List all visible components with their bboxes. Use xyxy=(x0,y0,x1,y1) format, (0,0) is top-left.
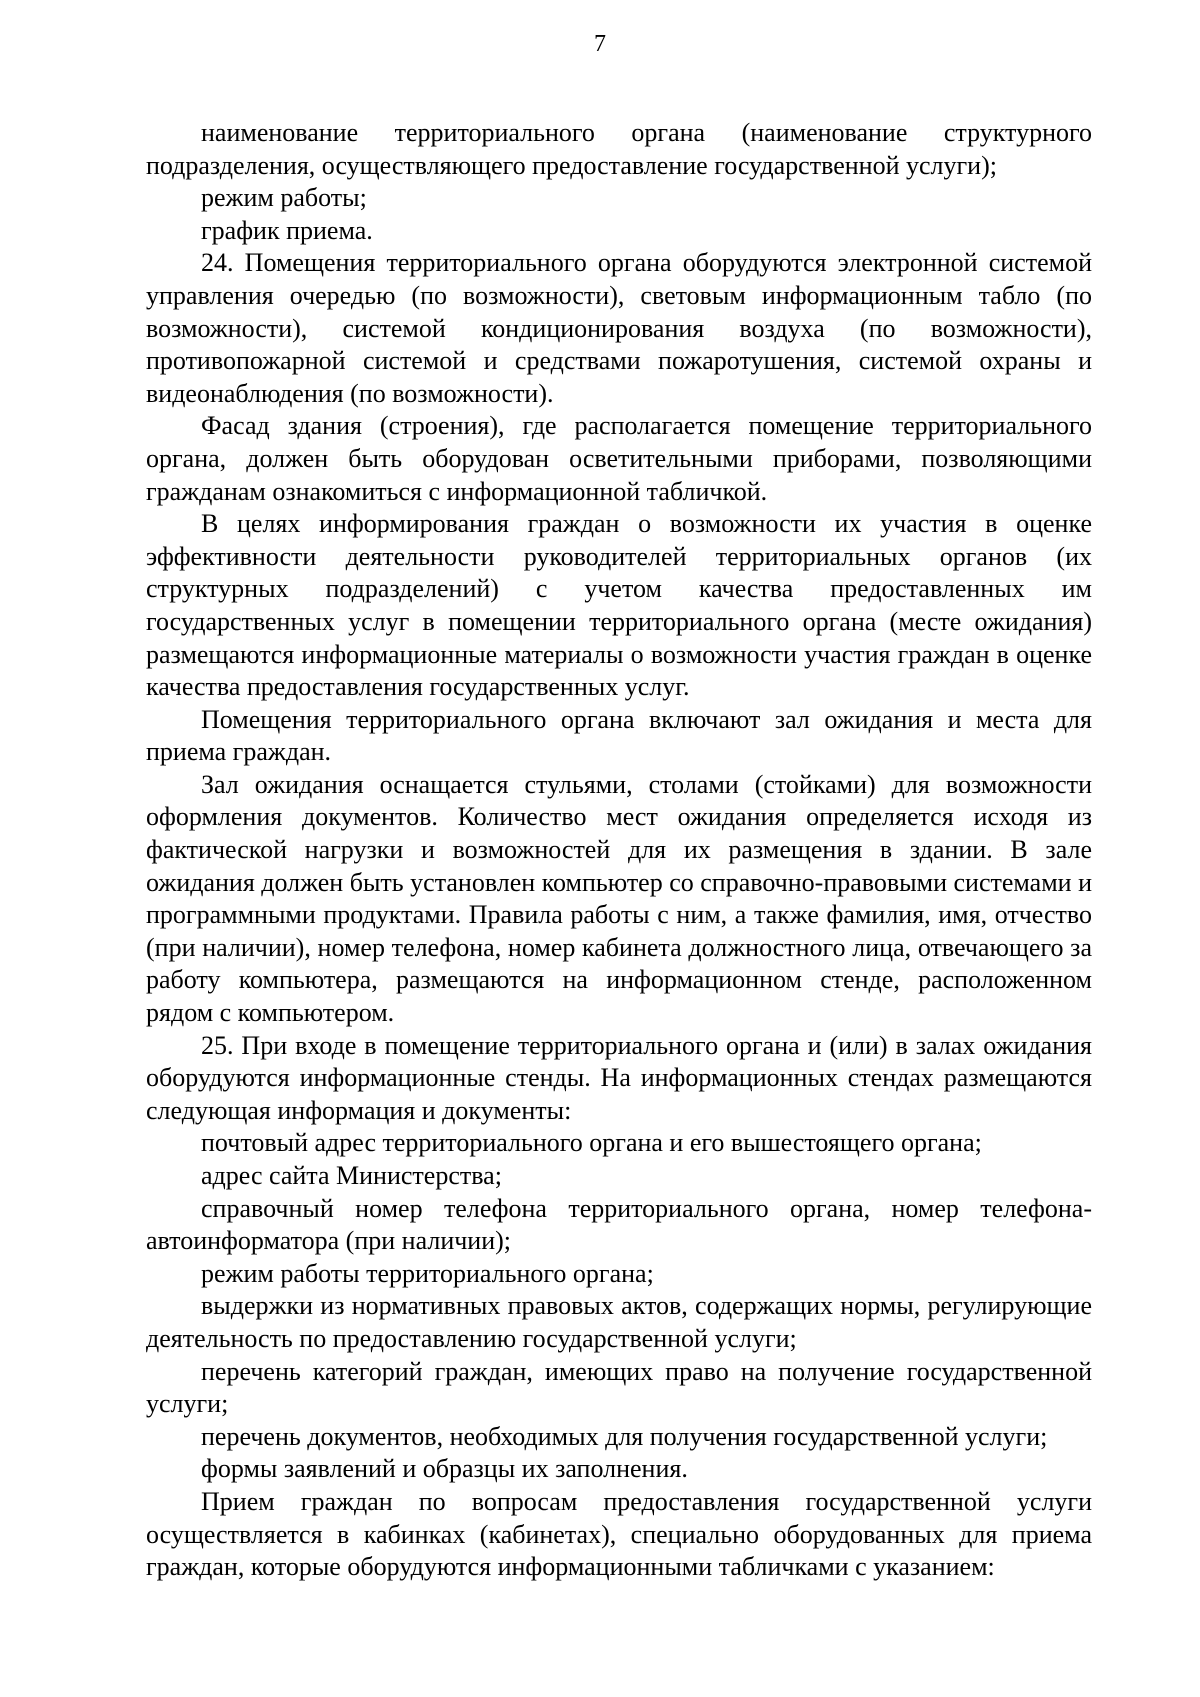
paragraph: Зал ожидания оснащается стульями, столами (стойками) для возможности оформления документов. Количество мест ожидания определяется исходя из фактической нагрузки и возможностей для их размещения в здании. В зале ожидания должен быть установлен компьютер со справочно-правовыми системами и программными продуктами. Правила работы с ним, а также фамилия, имя, отчество (при наличии), номер телефона, номер кабинета должностного лица, отвечающего за работу компьютера, размещаются на информационном стенде, расположенном рядом с компьютером. xyxy=(146,769,1092,1028)
paragraph: справочный номер телефона территориального органа, номер телефона-автоинформатора (при наличии); xyxy=(146,1193,1092,1256)
paragraph: адрес сайта Министерства; xyxy=(201,1161,502,1190)
paragraph: Фасад здания (строения), где располагается помещение территориального органа, должен быть оборудован осветительными приборами, позволяющими гражданам ознакомиться с информационной табличкой. xyxy=(146,411,1092,506)
paragraph: выдержки из нормативных правовых актов, содержащих нормы, регулирующие деятельность по предоставлению государственной услуги; xyxy=(146,1291,1092,1353)
page-number: 7 xyxy=(594,31,606,57)
paragraph: наименование территориального органа (наименование структурного подразделения, осуществляющего предоставление государственной услуги); xyxy=(146,118,1092,180)
paragraph: режим работы территориального органа; xyxy=(201,1258,654,1288)
paragraph: почтовый адрес территориального органа и его вышестоящего органа; xyxy=(201,1128,982,1158)
paragraph: перечень категорий граждан, имеющих право на получение государственной услуги; xyxy=(146,1356,1092,1419)
paragraph: Прием граждан по вопросам предоставления государственной услуги осуществляется в кабинках (кабинетах), специально оборудованных для приема граждан, которые оборудуются информационными табличками с указанием: xyxy=(146,1486,1092,1582)
document-body xyxy=(146,117,1092,1584)
paragraph: режим работы; xyxy=(201,183,367,213)
paragraph: 24. Помещения территориального органа оборудуются электронной системой управления очередью (по возможности), световым информационным табло (по возможности), системой кондиционирования воздуха (по возможности), противопожарной системой и средствами пожаротушения, системой охраны и видеонаблюдения (по возможности). xyxy=(146,248,1092,408)
paragraph: В целях информирования граждан о возможности их участия в оценке эффективности деятельности руководителей территориальных органов (их структурных подразделений) с учетом качества предоставленных им государственных услуг в помещении территориального органа (месте ожидания) размещаются информационные материалы о возможности участия граждан в оценке качества предоставления государственных услуг. xyxy=(146,509,1092,702)
paragraph: формы заявлений и образцы их заполнения. xyxy=(201,1454,688,1484)
paragraph: 25. При входе в помещение территориального органа и (или) в залах ожидания оборудуются информационные стенды. На информационных стендах размещаются следующая информация и документы: xyxy=(146,1030,1092,1125)
paragraph: перечень документов, необходимых для получения государственной услуги; xyxy=(201,1421,1048,1451)
paragraph: Помещения территориального органа включают зал ожидания и места для приема граждан. xyxy=(146,704,1092,767)
paragraph: график приема. xyxy=(201,215,373,245)
